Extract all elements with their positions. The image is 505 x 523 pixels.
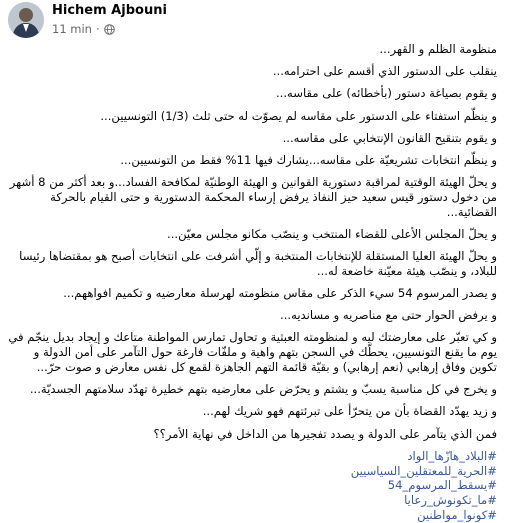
post-paragraph: و يصدر المرسوم 54 سيء الذكر على مقاس منظومته لهرسلة معارضيه و تكميم افواههم... (63, 286, 497, 301)
post-paragraph: منظومة الظلم و القهر... (379, 42, 497, 56)
hashtag-link[interactable]: #البلاد_هازّها_الواد (407, 448, 497, 463)
hashtag-link[interactable]: #يسقط_المرسوم_54 (387, 478, 497, 493)
globe-icon[interactable] (104, 24, 115, 35)
post-paragraph: و يقوم بتنقيح القانون الإنتخابي على مقاسه... (282, 130, 497, 145)
post-paragraph: و يرفض الحوار حتى مع مناصريه و مسانديه... (280, 308, 497, 323)
hashtag-link[interactable]: #ما_تكونوش_رعايا (404, 493, 497, 508)
hashtag-list (7, 449, 497, 523)
post-paragraph: و يقوم بصياغة دستور (بأخطائه) على مقاسه... (276, 86, 497, 101)
meta-separator: · (95, 22, 100, 36)
post-paragraph: و ينظّم انتخابات تشريعيّة على مقاسه...يشارك فيها 11% فقط من التونسيين... (120, 152, 497, 167)
hashtag-link[interactable]: #كونوا_مواطنين (417, 507, 497, 522)
post-meta (52, 22, 115, 36)
post-paragraph: و ينظّم استفتاء على الدستور على مقاسه لم يصوّت له حتى ثلث (1/3) التونسيين... (100, 108, 497, 123)
post-header (0, 0, 505, 42)
avatar[interactable] (8, 2, 44, 38)
post-paragraph: و يحلّ المجلس الأعلى للقضاء المنتخب و ينصّب مكانو مجلس معيّن... (167, 226, 497, 241)
post-paragraph: و يحلّ الهيئة العليا المستقلة للإنتخابات المنتخبة و إلّي أشرفت على انتخابات أصبح هو بمقتضاها رئيسا للبلاد، و ينصّب هيئة معيّنة خاضعة له... (19, 249, 497, 278)
post-body (7, 42, 497, 523)
post-paragraph: فمن الذي يتآمر على الدولة و يصدد تفجيرها من الداخل في نهاية الأمر؟؟ (153, 426, 497, 441)
profile-photo-icon (8, 2, 44, 38)
post-paragraph: ينقلب على الدستور الذي أقسم على احترامه... (272, 64, 497, 79)
author-name[interactable]: Hichem Ajbouni (52, 3, 167, 18)
post-paragraph: و يخرج في كل مناسبة يسبّ و يشتم و يحرّض على معارضيه بتهم خطيرة تهدّد سلامتهم الجسديّة... (29, 382, 497, 397)
post-time[interactable]: 11 min (52, 22, 92, 36)
post-paragraph: و زيد يهدّد القضاة بأن من يتحرّأ على تبرئتهم فهو شريك لهم... (202, 404, 497, 419)
post-paragraph: و كي تعبّر على معارضتك ليه و لمنظومته العبثية و تحاول تمارس المواطنة متاعك و إيجاد بديل ينجّم في يوم ما يقنع التونسيين، يحطّك في السجن بتهم واهية و ملفّات فارغة حول التآمر على أمن الدولة و تكوين وفاق إرهابي (نعم إرهابي) و بقيّة قائمة التهم الجاهزة لقمع كل نفس معارض و صوت حرّ... (8, 330, 497, 375)
post-paragraph: و يحلّ الهيئة الوقتية لمراقبة دستورية القوانين و الهيئة الوطنيّة لمكافحة الفساد...و بعد أكثر من 8 أشهر من دخول دستور قيس سعيد حيز النفاذ يرفض إرساء المحكمة الدستورية و حتى القيام بالحركة القضائية... (9, 175, 497, 219)
hashtag-link[interactable]: #الحرية_للمعتقلين_السياسيين (350, 463, 497, 478)
